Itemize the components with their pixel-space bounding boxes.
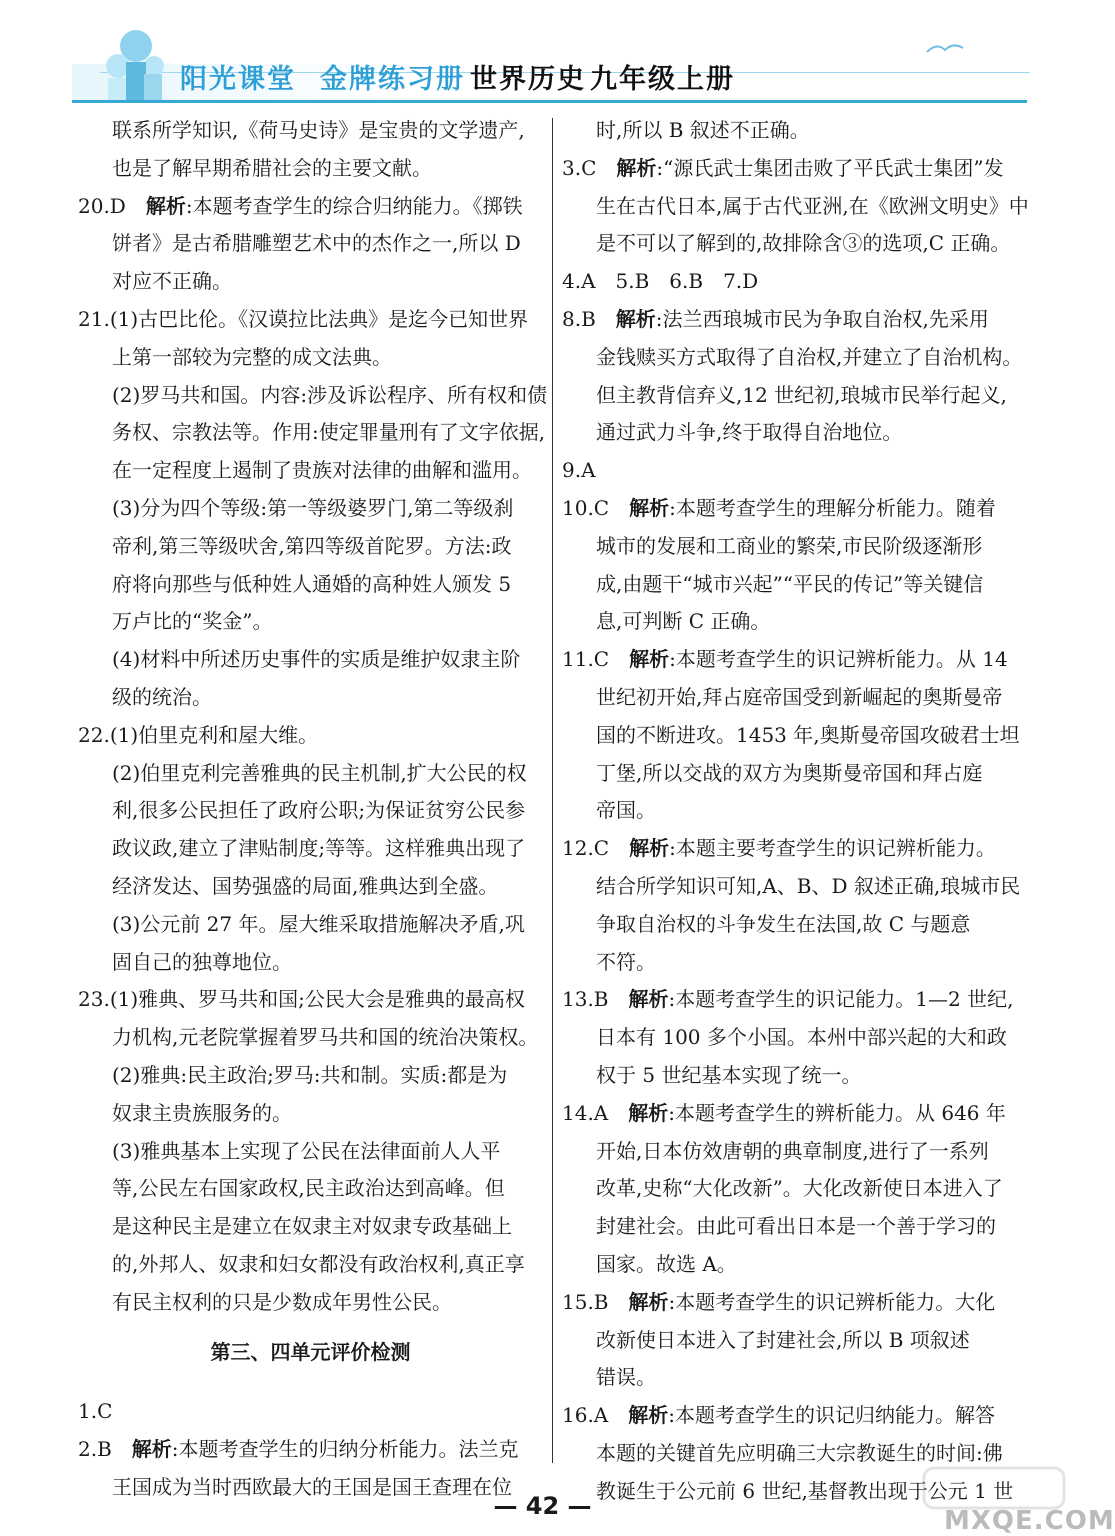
answer-item — [78, 981, 543, 1057]
answer-line: 级的统治。 — [112, 684, 212, 709]
answer-item: 8.B 解析:法兰西琅城市民为争取自治权,先采用 金钱赎买方式取得了自治权,并建立了自治机构。 但主教背信弃义,12 世纪初,琅城市民举行起义, 通过武力斗争,终于取得自治地位。 — [562, 306, 1023, 445]
header-grade: 九年级上册 — [590, 64, 735, 95]
answer-line: 国家。故选 A。 — [596, 1251, 737, 1276]
answer-number: 1.C — [78, 1399, 113, 1424]
answer-line: 国的不断进攻。1453 年,奥斯曼帝国攻破君士坦 — [596, 722, 1020, 747]
answer-line: 府将向那些与低种姓人通婚的高种姓人颁发 5 — [112, 571, 512, 596]
analysis-tag: 解析 — [629, 495, 670, 520]
answer-line: 本题考查学生的理解分析能力。随着 — [675, 495, 996, 520]
answer-line: (3)公元前 27 年。屋大维采取措施解决矛盾,巩 — [112, 911, 525, 936]
answer-item: 2.B 解析:本题考查学生的归纳分析能力。法兰克 王国成为当时西欧最大的王国是国王查理在位 — [78, 1437, 519, 1499]
answer-line: 有民主权利的只是少数成年男性公民。 — [112, 1289, 452, 1314]
analysis-tag: 解析 — [145, 193, 186, 218]
answer-line: 对应不正确。 — [112, 269, 232, 294]
page-number: — 42 — — [493, 1492, 592, 1520]
answer-line: 生在古代日本,属于古代亚洲,在《欧洲文明史》中 — [596, 193, 1029, 218]
answer-number: 13.B — [562, 987, 629, 1012]
answer-line: 错误。 — [596, 1365, 656, 1390]
answer-number: 12.C — [562, 836, 630, 861]
analysis-tag: 解析 — [628, 1403, 669, 1428]
answer-line: 本题考查学生的识记归纳能力。解答 — [675, 1403, 995, 1428]
answer-item — [78, 1393, 543, 1431]
answer-line: 本题考查学生的识记能力。1—2 世纪, — [675, 987, 1014, 1012]
answer-line: 但主教背信弃义,12 世纪初,琅城市民举行起义, — [596, 382, 1007, 407]
analysis-tag: 解析 — [615, 306, 656, 331]
answer-number: 16.A — [562, 1403, 629, 1428]
section-title: 第三、四单元评价检测 — [210, 1339, 411, 1364]
answer-number: 23. — [78, 987, 110, 1012]
answer-item — [78, 717, 543, 755]
answer-line: 成,由题干“城市兴起”“平民的传记”等关键信 — [596, 571, 984, 596]
answer-line: 政议政,建立了津贴制度;等等。这样雅典出现了 — [112, 836, 526, 861]
answer-line: 力机构,元老院掌握着罗马共和国的统治决策权。 — [112, 1025, 539, 1050]
answer-item: 10.C 解析:本题考查学生的理解分析能力。随着 城市的发展和工商业的繁荣,市民阶级逐渐形 成,由题干“城市兴起”“平民的传记”等关键信 息,可判断 C 正确。 — [562, 495, 996, 634]
answer-line: 城市的发展和工商业的繁荣,市民阶级逐渐形 — [596, 533, 983, 558]
analysis-tag: 解析 — [629, 836, 670, 861]
answer-number: 2.B — [78, 1437, 132, 1462]
answer-line: 在一定程度上遏制了贵族对法律的曲解和滥用。 — [112, 458, 532, 483]
answer-line: 联系所学知识,《荷马史诗》是宝贵的文学遗产, — [112, 118, 525, 142]
answer-item: 3.C 解析:“源氏武士集团击败了平氏武士集团”发 生在古代日本,属于古代亚洲,在《欧洲文明史》中 是不可以了解到的,故排除含③的选项,C 正确。 — [562, 155, 1029, 256]
answer-line: (1)雅典、罗马共和国;公民大会是雅典的最高权 — [109, 987, 525, 1012]
analysis-tag: 解析 — [616, 155, 657, 180]
answer-line: 帝利,第三等级吠舍,第四等级首陀罗。方法:政 — [112, 533, 512, 558]
answer-line: 本题考查学生的归纳分析能力。法兰克 — [178, 1437, 519, 1462]
answer-line: (2)罗马共和国。内容:涉及诉讼程序、所有权和债 — [112, 382, 548, 407]
answer-line: 金钱赎买方式取得了自治权,并建立了自治机构。 — [596, 344, 1023, 369]
answer-line: 等,公民左右国家政权,民主政治达到高峰。但 — [112, 1176, 505, 1201]
answer-line: 帝国。 — [596, 798, 656, 823]
watermark-text: MXQE.COM — [944, 1506, 1115, 1536]
answer-line: 本题考查学生的综合归纳能力。《掷铁 — [192, 193, 523, 218]
answer-line: 时,所以 B 叙述不正确。 — [596, 118, 810, 142]
logo-icon — [96, 22, 182, 106]
analysis-tag: 解析 — [629, 647, 670, 672]
analysis-tag: 解析 — [628, 987, 669, 1012]
left-column — [78, 112, 548, 1507]
answer-number: 8.B — [562, 306, 616, 331]
answer-item — [562, 452, 1032, 490]
answer-line: (1)伯里克利和屋大维。 — [109, 722, 319, 747]
answer-line: 经济发达、国势强盛的局面,雅典达到全盛。 — [112, 873, 499, 898]
left-answers-after — [78, 1393, 543, 1506]
answer-number: 14.A — [562, 1100, 629, 1125]
answer-item — [78, 490, 543, 641]
answer-line: 固自己的独尊地位。 — [112, 949, 292, 974]
answer-line: 息,可判断 C 正确。 — [596, 609, 771, 634]
answer-line: 结合所学知识可知,A、B、D 叙述正确,琅城市民 — [596, 873, 1021, 898]
answer-item: 20.D 解析:本题考查学生的综合归纳能力。《掷铁 饼者》是古希腊雕塑艺术中的杰作之一,所以 D 对应不正确。 — [78, 193, 523, 294]
answer-line: 丁堡,所以交战的双方为奥斯曼帝国和拜占庭 — [596, 760, 983, 785]
answer-item — [78, 906, 543, 982]
header-series: 金牌练习册 — [320, 64, 465, 95]
answer-line: 本题主要考查学生的识记辨析能力。 — [675, 836, 996, 861]
answer-number: 15.B — [562, 1289, 629, 1314]
answer-item: 16.A 解析:本题考查学生的识记归纳能力。解答 本题的关键首先应明确三大宗教诞生的时间:佛 教诞生于公元前 6 世纪,基督教出现于公元 1 世 — [562, 1403, 1014, 1503]
answer-line: (3)雅典基本上实现了公民在法律面前人人平 — [112, 1138, 501, 1163]
answer-number: 9.A — [562, 458, 596, 483]
analysis-tag: 解析 — [628, 1289, 669, 1314]
answer-item — [78, 377, 548, 490]
answer-line: 开始,日本仿效唐朝的典章制度,进行了一系列 — [596, 1138, 989, 1163]
answer-number: 20.D — [78, 193, 146, 218]
answer-item — [78, 112, 543, 188]
answer-line: 不符。 — [596, 949, 656, 974]
answer-line: 是这种民主是建立在奴隶主对奴隶专政基础上 — [112, 1214, 512, 1239]
answer-line: 教诞生于公元前 6 世纪,基督教出现于公元 1 世 — [596, 1478, 1014, 1503]
answer-line: 权于 5 世纪基本实现了统一。 — [596, 1062, 862, 1087]
right-column — [562, 112, 1032, 1510]
answer-line: (4)材料中所述历史事件的实质是维护奴隶主阶 — [112, 647, 521, 672]
answer-item — [78, 1057, 543, 1133]
analysis-tag: 解析 — [131, 1437, 172, 1462]
answer-line: 利,很多公民担任了政府公职;为保证贫穷公民参 — [112, 798, 526, 823]
answer-item — [562, 112, 1032, 150]
answer-line: 是不可以了解到的,故排除含③的选项,C 正确。 — [596, 231, 1011, 256]
answer-number: 4.A 5.B 6.B 7.D — [562, 269, 759, 294]
left-answers — [78, 112, 548, 1322]
answer-line: 封建社会。由此可看出日本是一个善于学习的 — [596, 1214, 996, 1239]
answer-line: 的,外邦人、奴隶和妇女都没有政治权利,真正享 — [112, 1251, 525, 1276]
answer-item — [562, 263, 1032, 301]
answer-line: 争取自治权的斗争发生在法国,故 C 与题意 — [596, 911, 971, 936]
answer-number: 11.C — [562, 647, 630, 672]
answer-line: (1)古巴比伦。《汉谟拉比法典》是迄今已知世界 — [109, 306, 529, 331]
answer-line: 改革,史称“大化改新”。大化改新使日本进入了 — [596, 1176, 1003, 1201]
answer-line: 王国成为当时西欧最大的王国是国王查理在位 — [112, 1474, 512, 1499]
answer-line: 本题考查学生的识记辨析能力。从 14 — [675, 647, 1008, 672]
column-divider — [552, 118, 553, 1463]
answer-line: 饼者》是古希腊雕塑艺术中的杰作之一,所以 D — [112, 231, 521, 256]
answer-line: (2)伯里克利完善雅典的民主机制,扩大公民的权 — [112, 760, 527, 785]
bird-icon — [925, 38, 965, 62]
right-answers — [562, 112, 1032, 1510]
answer-item: 11.C 解析:本题考查学生的识记辨析能力。从 14 世纪初开始,拜占庭帝国受到新崛起的奥斯曼帝 国的不断进攻。1453 年,奥斯曼帝国攻破君士坦 丁堡,所以交战的双方为奥斯曼帝国和拜占庭 帝国。 — [562, 647, 1020, 823]
answer-item: 12.C 解析:本题主要考查学生的识记辨析能力。 结合所学知识可知,A、B、D 叙述正确,琅城市民 争取自治权的斗争发生在法国,故 C 与题意 不符。 — [562, 836, 1021, 974]
answer-line: 世纪初开始,拜占庭帝国受到新崛起的奥斯曼帝 — [596, 684, 1003, 709]
answer-item: 13.B 解析:本题考查学生的识记能力。1—2 世纪, 日本有 100 多个小国。本州中部兴起的大和政 权于 5 世纪基本实现了统一。 — [562, 987, 1014, 1087]
answer-line: 通过武力斗争,终于取得自治地位。 — [596, 420, 903, 445]
answer-item: 14.A 解析:本题考查学生的辨析能力。从 646 年 开始,日本仿效唐朝的典章制度,进行了一系列 改革,史称“大化改新”。大化改新使日本进入了 封建社会。由此可看出日本是一个善于学习的 国家。故选 A。 — [562, 1100, 1006, 1276]
header-subject: 世界历史 — [470, 64, 586, 95]
header-brand: 阳光课堂 — [180, 64, 296, 95]
answer-item: 15.B 解析:本题考查学生的识记辨析能力。大化 改新使日本进入了封建社会,所以 B 项叙述 错误。 — [562, 1289, 996, 1390]
answer-line: 本题考查学生的识记辨析能力。大化 — [675, 1289, 996, 1314]
answer-item — [78, 1133, 543, 1322]
answer-line: 本题考查学生的辨析能力。从 646 年 — [675, 1100, 1006, 1125]
page-header — [0, 0, 1085, 112]
answer-line: 务权、宗教法等。作用:使定罪量刑有了文字依据, — [112, 420, 546, 445]
answer-line: 本题的关键首先应明确三大宗教诞生的时间:佛 — [596, 1440, 1003, 1465]
answer-number: 3.C — [562, 155, 617, 180]
answer-line: 上第一部较为完整的成文法典。 — [112, 344, 392, 369]
answer-item — [78, 301, 543, 377]
answer-line: 法兰西琅城市民为争取自治权,先采用 — [662, 306, 989, 331]
answer-number: 22. — [78, 722, 110, 747]
answer-line: 奴隶主贵族服务的。 — [112, 1100, 292, 1125]
answer-number: 10.C — [562, 495, 630, 520]
answer-line: (3)分为四个等级:第一等级婆罗门,第二等级刹 — [112, 495, 514, 520]
answer-item — [78, 641, 543, 717]
answer-line: 改新使日本进入了封建社会,所以 B 项叙述 — [596, 1327, 970, 1352]
answer-line: 万卢比的“奖金”。 — [112, 609, 273, 634]
analysis-tag: 解析 — [628, 1100, 669, 1125]
answer-item — [78, 755, 543, 906]
answer-line: 也是了解早期希腊社会的主要文献。 — [112, 155, 432, 180]
answer-line: 日本有 100 多个小国。本州中部兴起的大和政 — [596, 1025, 1007, 1050]
answer-number: 21. — [78, 306, 110, 331]
answer-line: “源氏武士集团击败了平氏武士集团”发 — [663, 155, 1004, 180]
answer-line: (2)雅典:民主政治;罗马:共和制。实质:都是为 — [112, 1062, 508, 1087]
